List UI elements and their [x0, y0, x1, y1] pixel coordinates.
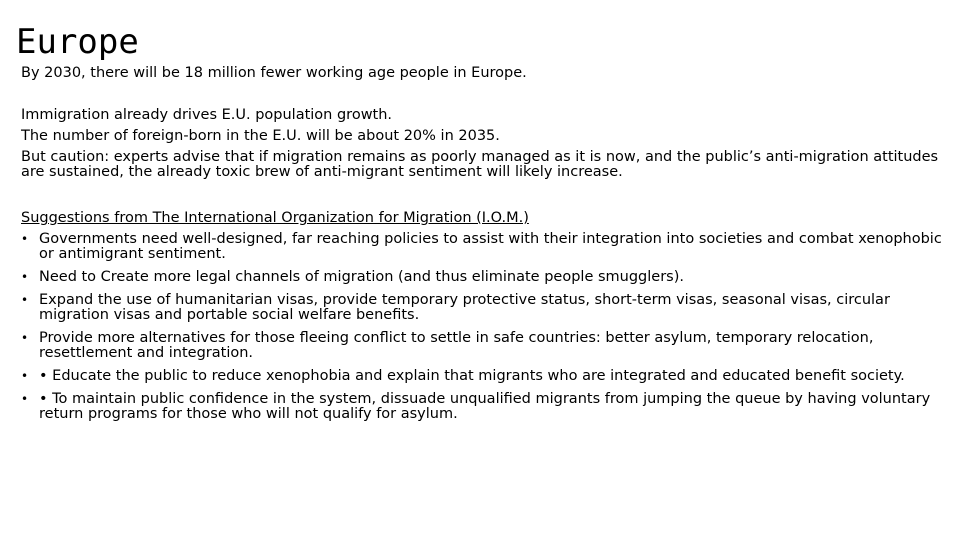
paragraph-foreign-born: The number of foreign-born in the E.U. will be about 20% in 2035.	[21, 128, 500, 144]
paragraph-working-age: By 2030, there will be 18 million fewer working age people in Europe.	[21, 65, 527, 81]
suggestions-heading: Suggestions from The International Organization for Migration (I.O.M.)	[21, 210, 529, 226]
bullet-icon: •	[21, 369, 29, 383]
list-item-text: Governments need well-designed, far reaching policies to assist with their integration into societies and combat xenophobic or antimigrant sentiment.	[39, 231, 942, 262]
list-item	[21, 392, 946, 422]
list-item-text: • Educate the public to reduce xenophobia and explain that migrants who are integrated and educated benefit society.	[39, 368, 905, 384]
list-item	[21, 331, 946, 361]
list-item	[21, 270, 946, 285]
list-item-text: Provide more alternatives for those fleeing conflict to settle in safe countries: better asylum, temporary relocation, resettlement and integration.	[39, 330, 874, 361]
bullet-icon: •	[21, 232, 29, 246]
list-item-text: Need to Create more legal channels of migration (and thus eliminate people smugglers).	[39, 269, 684, 285]
bullet-icon: •	[21, 270, 29, 284]
slide-content	[21, 66, 946, 430]
bullet-icon: •	[21, 293, 29, 307]
list-item	[21, 293, 946, 323]
list-item	[21, 369, 946, 384]
paragraph-immigration-growth: Immigration already drives E.U. population growth.	[21, 107, 393, 123]
paragraph-caution: But caution: experts advise that if migration remains as poorly managed as it is now, and the public’s anti-migration attitudes are sustained, the already toxic brew of anti-migrant sentiment will likely increase.	[21, 149, 939, 180]
list-item-text: Expand the use of humanitarian visas, provide temporary protective status, short-term visas, seasonal visas, circular migration visas and portable social welfare benefits.	[39, 292, 890, 323]
slide-title: Europe	[16, 22, 139, 62]
list-item-text: • To maintain public confidence in the system, dissuade unqualified migrants from jumping the queue by having voluntary return programs for those who will not qualify for asylum.	[39, 391, 931, 422]
suggestions-list	[21, 232, 946, 422]
bullet-icon: •	[21, 392, 29, 406]
bullet-icon: •	[21, 331, 29, 345]
list-item	[21, 232, 946, 262]
